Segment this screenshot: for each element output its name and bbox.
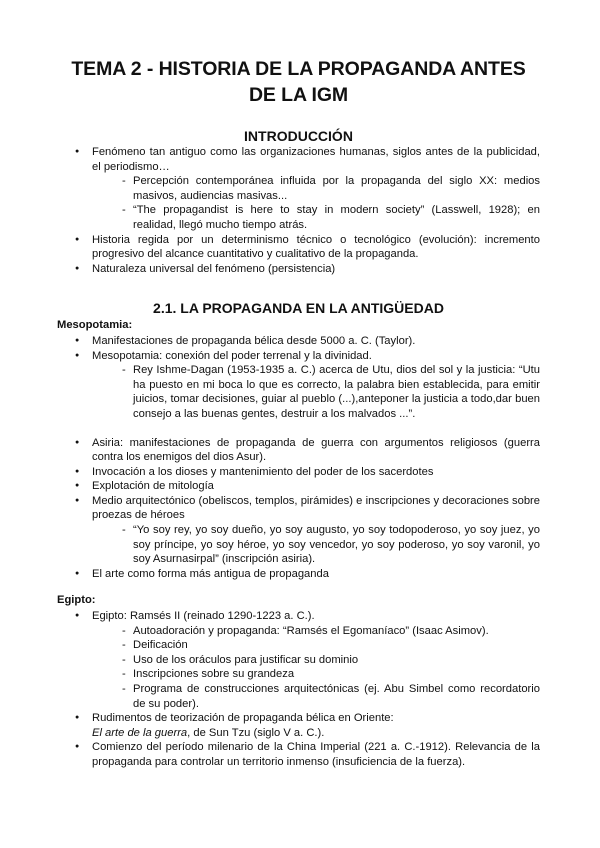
mesopotamia-list [57,334,540,582]
list-item [57,609,540,711]
list-item: ● Explotación de mitología [57,479,540,494]
ishme-dagan-quote: - Rey Ishme-Dagan (1953-1935 a. C.) acerca de Utu, dios del sol y la justicia: “Utu ha puesto en mi boca lo que es correcto, la palabra bien establecida, para emitir juicios, tomar decisiones, guiar al pueblo (...),anteponer la justicia a todo,dar buen consejo a las buenas gentes, destruir a los malvados ...”. [92,363,540,421]
intro-list [57,145,540,276]
mesopotamia-sublist [92,523,540,567]
list-item: ● Invocación a los dioses y mantenimiento del poder de los sacerdotes [57,465,540,480]
list-item [57,349,540,422]
list-item: ● Historia regida por un determinismo técnico o tecnológico (evolución): incremento progresivo del alcance cuantitativo y cualitativo de la propaganda. [57,233,540,262]
mesopotamia-item-6-text: Medio arquitectónico (obeliscos, templos, pirámides) e inscripciones y decoraciones sobre proezas de héroes [92,494,540,522]
mesopotamia-sublist [92,363,540,421]
intro-heading: INTRODUCCIÓN [244,128,353,144]
list-item [57,494,540,567]
list-item [57,711,540,740]
list-item: ● Asiria: manifestaciones de propaganda de guerra con argumentos religiosos (guerra contra los enemigos del dios Asur). [57,436,540,465]
egipto-subitem-1: - Autoadoración y propaganda: “Ramsés el Egomaníaco” (Isaac Asimov). [92,624,540,639]
work-title: El arte de la guerra [92,726,188,739]
mesopotamia-label: Mesopotamia: [57,319,133,332]
intro-subitem-1: - Percepción contemporánea influida por la propaganda del siglo XX: medios masivos, audiencias masivas... [92,174,540,203]
document-title: TEMA 2 - HISTORIA DE LA PROPAGANDA ANTES DE LA IGM [71,58,526,106]
egipto-subitem-2: - Deificación [92,638,540,653]
egipto-item-2-text: Rudimentos de teorización de propaganda bélica en Oriente: [92,712,394,725]
egipto-subitem-3: - Uso de los oráculos para justificar su dominio [92,653,540,668]
egipto-sublist [92,624,540,712]
egipto-subitem-5: - Programa de construcciones arquitectónicas (ej. Abu Simbel como recordatorio de su poder). [92,682,540,711]
intro-subitem-2: - “The propagandist is here to stay in modern society” (Lasswell, 1928); en realidad, llegó mucho tiempo atrás. [92,203,540,232]
intro-sublist [92,174,540,232]
assyrian-inscription-quote: - “Yo soy rey, yo soy dueño, yo soy augusto, yo soy todopoderoso, yo soy juez, yo soy príncipe, yo soy héroe, yo soy vencedor, yo soy poderoso, yo soy varonil, yo soy Asurnasirpal” (inscripción asiria). [92,523,540,567]
list-item [57,145,540,233]
egipto-item-1-text: Egipto: Ramsés II (reinado 1290-1223 a. C.). [92,610,315,623]
egipto-subitem-4: - Inscripciones sobre su grandeza [92,667,540,682]
list-item: ● Naturaleza universal del fenómeno (persistencia) [57,262,540,277]
mesopotamia-item-2-text: Mesopotamia: conexión del poder terrenal y la divinidad. [92,349,372,362]
intro-item-1-text: Fenómeno tan antiguo como las organizaciones humanas, siglos antes de la publicidad, el periodismo… [92,146,540,173]
egipto-label: Egipto: [57,594,96,607]
list-item: ● Manifestaciones de propaganda bélica desde 5000 a. C. (Taylor). [57,334,540,349]
list-item: ● El arte como forma más antigua de propaganda [57,567,540,582]
section-heading: 2.1. LA PROPAGANDA EN LA ANTIGÜEDAD [153,300,444,317]
egipto-list [57,609,540,770]
work-rest: , de Sun Tzu (siglo V a. C.). [187,726,325,739]
list-item: ● Comienzo del período milenario de la China Imperial (221 a. C.-1912). Relevancia de la propaganda para controlar un territorio inmenso (insuficiencia de la fuerza). [57,740,540,769]
